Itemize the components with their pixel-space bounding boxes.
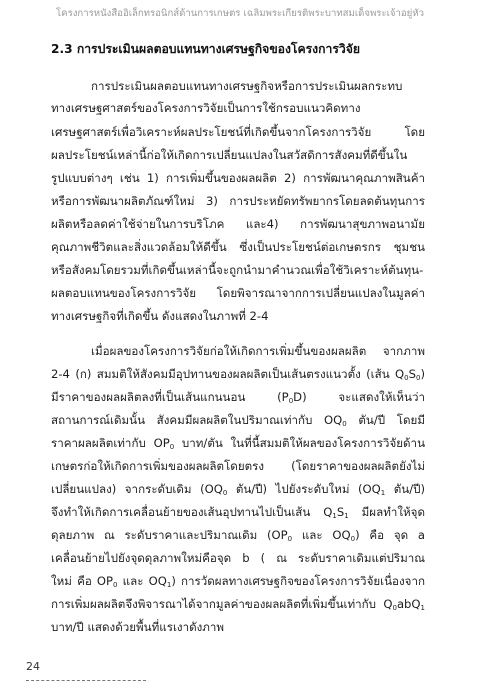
- paragraph-line: คุณภาพชีวิตและสิ่งแวดล้อมให้ดีขึ้น ซึ่งเป็นประโยชน์ต่อเกษตรกร ชุมชน: [51, 240, 425, 254]
- paragraph-line: เกษตรก่อให้เกิดการเพิ่มของผลผลิตโดยตรง (โดยราคาของผลผลิตยังไม่: [51, 459, 425, 473]
- paragraph-line: ทางเศรษฐกิจที่เกิดขึ้น ดังแสดงในภาพที่ 2-4: [51, 309, 269, 323]
- section-heading: 2.3 การประเมินผลตอบแทนทางเศรษฐกิจของโครงการวิจัย: [51, 42, 361, 56]
- paragraph-line: เคลื่อนย้ายไปยังจุดดุลภาพใหม่คือจุด b ( ณ ระดับราคาเดิมแต่ปริมาณ: [51, 551, 425, 565]
- paragraph-line: หรือสังคมโดยรวมที่เกิดขึ้นเหล่านี้จะถูกนำมาคำนวณเพื่อใช้วิเคราะห์ต้นทุน-: [51, 263, 424, 277]
- paragraph-line: การเพิ่มผลผลิตจึงพิจารณาได้จากมูลค่าของผลผลิตที่เพิ่มขึ้นเท่ากับ $Q_0abQ_1$: [51, 597, 425, 612]
- paragraph-line: มีราคาของผลผลิตลงที่เป็นเส้นแกนนอน $(P_0D)$ จะแสดงให้เห็นว่า: [51, 390, 426, 405]
- paragraph-line: บาท/ปี แสดงด้วยพื้นที่แรเงาดังภาพ: [51, 620, 225, 634]
- paragraph-line: หรือการพัฒนาผลิตภัณฑ์ใหม่ 3) การประหยัดทรัพยากรโดยลดต้นทุนการ: [51, 194, 425, 208]
- paragraph-line: ผลิตหรือลดค่าใช้จ่ายในการบริโภค และ4) การพัฒนาสุขภาพอนามัย: [51, 217, 425, 231]
- paragraph-line: รูปแบบต่างๆ เช่น 1) การเพิ่มขึ้นของผลผลิต 2) การพัฒนาคุณภาพสินค้า: [51, 171, 425, 185]
- page-number: 24: [26, 660, 40, 673]
- paragraph-line: 2-4 (ก) สมมติให้สังคมมีอุปทานของผลผลิตเป็นเส้นตรงแนวตั้ง (เส้น $Q_0S_0$): [51, 367, 425, 382]
- paragraph-line: เศรษฐศาสตร์เพื่อวิเคราะห์ผลประโยชน์ที่เกิดขึ้นจากโครงการวิจัย โดย: [51, 125, 425, 139]
- paragraph-line: จึงทำให้เกิดการเคลื่อนย้ายของเส้นอุปทานไปเป็นเส้น $Q_1S_1$ มีผลทำให้จุด: [51, 505, 425, 520]
- footer-rule: [26, 680, 146, 681]
- paragraph-line: ทางเศรษฐศาสตร์ของโครงการวิจัยเป็นการใช้กรอบแนวคิดทาง: [51, 101, 361, 115]
- paragraph-line: ดุลยภาพ ณ ระดับราคาและปริมาณเดิม ($OP_0$ และ $OQ_0$) คือ จุด a: [51, 528, 425, 543]
- paragraph-line: เปลี่ยนแปลง) จากระดับเดิม ($OQ_0$ ตัน/ปี) ไปยังระดับใหม่ ($OQ_1$ ตัน/ปี): [51, 482, 425, 497]
- paragraph-line: ผลประโยชน์เหล่านี้ก่อให้เกิดการเปลี่ยนแปลงในสวัสดิการสังคมที่ดีขึ้นใน: [51, 148, 408, 162]
- paragraph-line: เมื่อผลของโครงการวิจัยก่อให้เกิดการเพิ่มขึ้นของผลผลิต จากภาพ: [91, 344, 425, 358]
- paragraph-line: สถานการณ์เดิมนั้น สังคมมีผลผลิตในปริมาณเท่ากับ $OQ_0$ ตัน/ปี โดยมี: [51, 413, 425, 428]
- paragraph-line: ใหม่ คือ $OP_0$ และ $OQ_1$) การวัดผลทางเศรษฐกิจของโครงการวิจัยเนื่องจาก: [51, 574, 425, 589]
- paragraph-line: ผลตอบแทนของโครงการวิจัย โดยพิจารณาจากการเปลี่ยนแปลงในมูลค่า: [51, 286, 425, 300]
- paragraph-line: ราคาผลผลิตเท่ากับ $OP_0$ บาท/ตัน ในที่นี้สมมติให้ผลของโครงการวิจัยด้าน: [51, 436, 425, 451]
- paragraph-line: การประเมินผลตอบแทนทางเศรษฐกิจหรือการประเมินผลกระทบ: [91, 79, 403, 93]
- running-header: โครงการหนังสืออิเล็กทรอนิกส์ด้านการเกษตร เฉลิมพระเกียรติพระบาทสมเด็จพระเจ้าอยู่หัว: [56, 8, 424, 19]
